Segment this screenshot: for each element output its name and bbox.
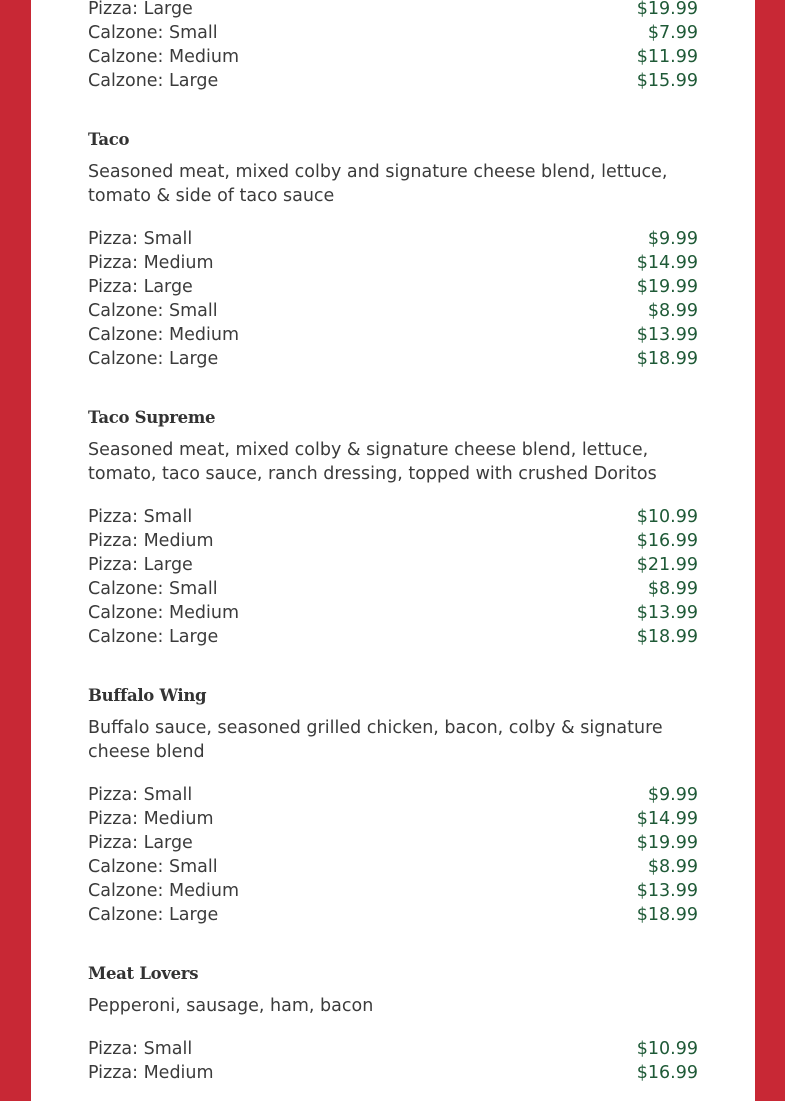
price: $18.99 xyxy=(636,349,698,369)
size-label: Pizza: Small xyxy=(88,507,193,527)
price-row xyxy=(88,855,698,879)
price-row xyxy=(88,577,698,601)
item-title: Taco Supreme xyxy=(88,408,216,427)
menu-page xyxy=(31,0,755,1101)
price-row xyxy=(88,251,698,275)
size-label: Pizza: Medium xyxy=(88,531,214,551)
size-label: Calzone: Small xyxy=(88,579,218,599)
price-row xyxy=(88,69,698,93)
price-row xyxy=(88,831,698,855)
price-row xyxy=(88,783,698,807)
price: $9.99 xyxy=(647,785,698,805)
price-row xyxy=(88,21,698,45)
menu-item-taco-supreme xyxy=(88,403,698,649)
size-label: Calzone: Large xyxy=(88,71,219,91)
size-label: Calzone: Large xyxy=(88,349,219,369)
price: $8.99 xyxy=(647,579,698,599)
item-description: Seasoned meat, mixed colby & signature cheese blend, lettuce, tomato, taco sauce, ranch dressing, topped with crushed Doritos xyxy=(88,440,657,484)
menu-item-meat-lovers xyxy=(88,959,698,1085)
price: $8.99 xyxy=(647,857,698,877)
price-row xyxy=(88,601,698,625)
price-row xyxy=(88,323,698,347)
size-label: Calzone: Large xyxy=(88,627,219,647)
price: $18.99 xyxy=(636,627,698,647)
price-row xyxy=(88,1037,698,1061)
size-label: Calzone: Large xyxy=(88,905,219,925)
price-row xyxy=(88,45,698,69)
price-row xyxy=(88,299,698,323)
price: $10.99 xyxy=(636,507,698,527)
size-label: Pizza: Small xyxy=(88,1039,193,1059)
size-label: Calzone: Medium xyxy=(88,881,239,901)
menu-item-taco xyxy=(88,125,698,371)
price: $14.99 xyxy=(636,253,698,273)
size-label: Calzone: Medium xyxy=(88,603,239,623)
price: $19.99 xyxy=(636,277,698,297)
size-label: Pizza: Large xyxy=(88,555,193,575)
price: $10.99 xyxy=(636,1039,698,1059)
item-title: Meat Lovers xyxy=(88,964,199,983)
price-row xyxy=(88,879,698,903)
price-row xyxy=(88,227,698,251)
price: $19.99 xyxy=(636,833,698,853)
price: $13.99 xyxy=(636,325,698,345)
size-label: Pizza: Small xyxy=(88,229,193,249)
price: $13.99 xyxy=(636,603,698,623)
price: $16.99 xyxy=(636,1063,698,1083)
previous-item-prices xyxy=(88,0,698,93)
price-row xyxy=(88,275,698,299)
price: $9.99 xyxy=(647,229,698,249)
price: $19.99 xyxy=(636,0,698,19)
price: $16.99 xyxy=(636,531,698,551)
size-label: Pizza: Medium xyxy=(88,253,214,273)
price: $13.99 xyxy=(636,881,698,901)
price: $8.99 xyxy=(647,301,698,321)
size-label: Calzone: Small xyxy=(88,23,218,43)
price-row xyxy=(88,505,698,529)
menu-item-buffalo-wing xyxy=(88,681,698,927)
size-label: Calzone: Small xyxy=(88,301,218,321)
price: $21.99 xyxy=(636,555,698,575)
price-row xyxy=(88,347,698,371)
price: $14.99 xyxy=(636,809,698,829)
price: $11.99 xyxy=(636,47,698,67)
item-description: Pepperoni, sausage, ham, bacon xyxy=(88,996,374,1016)
price-row xyxy=(88,903,698,927)
size-label: Calzone: Medium xyxy=(88,325,239,345)
price-row xyxy=(88,0,698,21)
price-row xyxy=(88,1061,698,1085)
menu-content xyxy=(88,0,698,1085)
price: $7.99 xyxy=(647,23,698,43)
size-label: Pizza: Small xyxy=(88,785,193,805)
item-description: Seasoned meat, mixed colby and signature cheese blend, lettuce, tomato & side of taco sauce xyxy=(88,162,668,206)
size-label: Pizza: Medium xyxy=(88,1063,214,1083)
price-row xyxy=(88,529,698,553)
size-label: Pizza: Medium xyxy=(88,809,214,829)
price: $15.99 xyxy=(636,71,698,91)
item-title: Taco xyxy=(88,130,130,149)
price: $18.99 xyxy=(636,905,698,925)
size-label: Pizza: Large xyxy=(88,833,193,853)
price-row xyxy=(88,553,698,577)
size-label: Pizza: Large xyxy=(88,0,193,19)
price-row xyxy=(88,807,698,831)
size-label: Calzone: Small xyxy=(88,857,218,877)
size-label: Calzone: Medium xyxy=(88,47,239,67)
item-description: Buffalo sauce, seasoned grilled chicken, bacon, colby & signature cheese blend xyxy=(88,718,663,762)
item-title: Buffalo Wing xyxy=(88,686,207,705)
size-label: Pizza: Large xyxy=(88,277,193,297)
price-row xyxy=(88,625,698,649)
